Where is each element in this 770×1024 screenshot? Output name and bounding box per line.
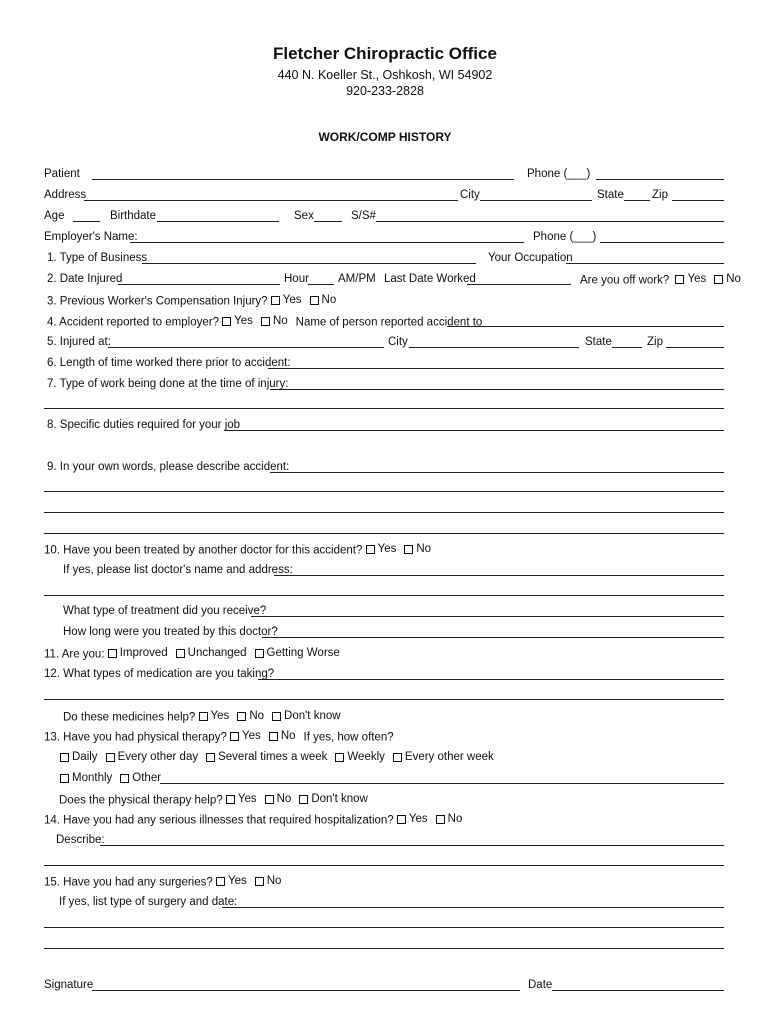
q10a-field[interactable]: [274, 575, 724, 576]
q9-label: 9. In your own words, please describe accident:: [47, 461, 290, 473]
checkbox-icon: [176, 649, 185, 658]
q13-several-week[interactable]: Several times a week: [206, 750, 327, 764]
q13-daily[interactable]: Daily: [60, 750, 98, 764]
q4-no[interactable]: No: [261, 314, 288, 328]
phone-field[interactable]: [596, 179, 724, 180]
q6-field[interactable]: [268, 368, 724, 369]
q11-unchanged[interactable]: Unchanged: [176, 646, 247, 660]
q12a-question: [63, 709, 349, 725]
checkbox-icon: [335, 753, 344, 762]
ssn-label: S/S#: [351, 210, 376, 222]
q7-label: 7. Type of work being done at the time of injury:: [47, 378, 289, 390]
sex-field[interactable]: [314, 221, 342, 222]
q13-no[interactable]: No: [269, 729, 296, 743]
q13a-label: Does the physical therapy help?: [59, 794, 223, 807]
q10c-label: How long were you treated by this doctor?: [63, 626, 278, 638]
q2-label: 2. Date Injured: [47, 273, 123, 285]
q10b-label: What type of treatment did you receive?: [63, 605, 267, 617]
hour-label: Hour: [284, 273, 309, 285]
q9-line2[interactable]: [44, 491, 724, 492]
sex-label: Sex: [294, 210, 314, 222]
checkbox-icon: [261, 317, 270, 326]
q7-field[interactable]: [270, 389, 724, 390]
q5-label: 5. Injured at:: [47, 336, 111, 348]
q15a-field[interactable]: [222, 907, 724, 908]
q6-label: 6. Length of time worked there prior to accident:: [47, 357, 291, 369]
checkbox-icon: [216, 877, 225, 886]
signature-label: Signature: [44, 979, 94, 991]
business-field[interactable]: [142, 263, 476, 264]
q13-yes[interactable]: Yes: [230, 729, 261, 743]
q10-yes[interactable]: Yes: [366, 542, 397, 556]
checkbox-icon: [199, 712, 208, 721]
checkbox-icon: [226, 795, 235, 804]
q11-label: 11. Are you:: [44, 648, 105, 661]
zip-field[interactable]: [672, 200, 724, 201]
checkbox-icon: [222, 317, 231, 326]
reported-to-label: Name of person reported accident to: [295, 316, 483, 329]
q13-often-label: If yes, how often?: [303, 731, 394, 744]
employer-field[interactable]: [130, 242, 524, 243]
office-name: Fletcher Chiropractic Office: [273, 44, 497, 63]
state-label: State: [597, 189, 624, 201]
address-field[interactable]: [84, 200, 458, 201]
q4-yes[interactable]: Yes: [222, 314, 253, 328]
checkbox-icon: [269, 732, 278, 741]
q10a-label: If yes, please list doctor's name and address:: [63, 564, 293, 576]
date-injured-field[interactable]: [118, 284, 280, 285]
occupation-label: Your Occupation: [488, 252, 573, 264]
q15a-line3[interactable]: [44, 948, 724, 949]
age-field[interactable]: [73, 221, 100, 222]
employer-label: Employer's Name:: [44, 231, 138, 243]
checkbox-icon: [299, 795, 308, 804]
q3-question: [47, 293, 344, 309]
q12a-label: Do these medicines help?: [63, 711, 196, 724]
q13-every-other-day[interactable]: Every other day: [106, 750, 199, 764]
city5-field[interactable]: [409, 347, 579, 348]
city-label: City: [460, 189, 480, 201]
q13a-no[interactable]: No: [265, 792, 292, 806]
off-work-label: Are you off work?: [580, 274, 670, 287]
q14-label: 14. Have you had any serious illnesses that required hospitalization?: [44, 814, 394, 827]
zip5-label: Zip: [647, 336, 663, 348]
q12-line2[interactable]: [44, 699, 724, 700]
checkbox-icon: [714, 275, 723, 284]
phone-label: Phone (___): [527, 168, 591, 180]
q12a-yes[interactable]: Yes: [199, 709, 230, 723]
last-worked-label: Last Date Worked: [384, 273, 476, 285]
q15-yes[interactable]: Yes: [216, 874, 247, 888]
last-worked-field[interactable]: [467, 284, 571, 285]
office-phone: 920-233-2828: [346, 84, 424, 98]
q3-yes[interactable]: Yes: [271, 293, 302, 307]
q11-improved[interactable]: Improved: [108, 646, 168, 660]
phone2-label: Phone (___): [533, 231, 597, 243]
office-address: 440 N. Koeller St., Oshkosh, WI 54902: [277, 68, 493, 82]
birthdate-label: Birthdate: [110, 210, 157, 222]
hour-field[interactable]: [308, 284, 334, 285]
state-field[interactable]: [624, 200, 650, 201]
q15-label: 15. Have you had any surgeries?: [44, 876, 213, 889]
date-field[interactable]: [552, 990, 724, 991]
q12a-no[interactable]: No: [237, 709, 264, 723]
q15a-label: If yes, list type of surgery and date:: [59, 896, 238, 908]
q4-label: 4. Accident reported to employer?: [47, 316, 219, 329]
q15-no[interactable]: No: [255, 874, 282, 888]
describe-label: Describe:: [56, 834, 105, 846]
q13-monthly[interactable]: Monthly: [60, 771, 112, 785]
city-field[interactable]: [480, 200, 592, 201]
q8-field[interactable]: [224, 430, 724, 431]
describe-line2[interactable]: [44, 865, 724, 866]
q8-label: 8. Specific duties required for your job: [47, 419, 241, 431]
q14-question: [44, 812, 470, 828]
checkbox-icon: [237, 712, 246, 721]
q9-field[interactable]: [270, 472, 724, 473]
q13a-yes[interactable]: Yes: [226, 792, 257, 806]
checkbox-icon: [397, 815, 406, 824]
occupation-field[interactable]: [566, 263, 724, 264]
q10-no[interactable]: No: [404, 542, 431, 556]
phone2-field[interactable]: [600, 242, 724, 243]
checkbox-icon: [265, 795, 274, 804]
q9-line3[interactable]: [44, 512, 724, 513]
checkbox-icon: [310, 296, 319, 305]
ssn-field[interactable]: [376, 221, 724, 222]
q9-line4[interactable]: [44, 533, 724, 534]
q13-other[interactable]: Other: [120, 771, 161, 785]
describe-field[interactable]: [100, 845, 724, 846]
q1-label: 1. Type of Business: [47, 252, 148, 264]
q12-label: 12. What types of medication are you taking?: [44, 668, 275, 680]
checkbox-icon: [404, 545, 413, 554]
checkbox-icon: [230, 732, 239, 741]
date-label: Date: [528, 979, 553, 991]
off-work-yes[interactable]: Yes: [675, 272, 706, 286]
checkbox-icon: [108, 649, 117, 658]
checkbox-icon: [120, 774, 129, 783]
q12-field[interactable]: [258, 679, 724, 680]
q10-question: [44, 542, 439, 558]
reported-to-field[interactable]: [447, 326, 724, 327]
q4-question: [47, 314, 482, 330]
q7-line2[interactable]: [44, 408, 724, 409]
off-work-question: [580, 272, 741, 288]
patient-label: Patient: [44, 168, 80, 180]
q10a-line2[interactable]: [44, 595, 724, 596]
q15a-line2[interactable]: [44, 927, 724, 928]
q13-weekly[interactable]: Weekly: [335, 750, 385, 764]
state5-label: State: [585, 336, 612, 348]
checkbox-icon: [436, 815, 445, 824]
checkbox-icon: [60, 753, 69, 762]
q13-every-other-week[interactable]: Every other week: [393, 750, 494, 764]
checkbox-icon: [675, 275, 684, 284]
q13a-question: [59, 792, 376, 808]
q11-getting-worse[interactable]: Getting Worse: [255, 646, 340, 660]
q3-no[interactable]: No: [310, 293, 337, 307]
off-work-no[interactable]: No: [714, 272, 741, 286]
q14-no[interactable]: No: [436, 812, 463, 826]
q13-frequency-row2: [60, 771, 169, 787]
q15-question: [44, 874, 289, 890]
zip-label: Zip: [652, 189, 668, 201]
q10b-field[interactable]: [251, 616, 724, 617]
q11-question: [44, 646, 348, 662]
q13-frequency-row1: [60, 750, 502, 766]
checkbox-icon: [393, 753, 402, 762]
q12a-dont-know[interactable]: Don't know: [272, 709, 341, 723]
checkbox-icon: [366, 545, 375, 554]
checkbox-icon: [255, 877, 264, 886]
ampm-label: AM/PM: [338, 273, 376, 285]
q3-label: 3. Previous Worker's Compensation Injury?: [47, 295, 268, 308]
checkbox-icon: [60, 774, 69, 783]
q10-label: 10. Have you been treated by another doctor for this accident?: [44, 544, 363, 557]
birthdate-field[interactable]: [157, 221, 279, 222]
q13-question: [44, 729, 394, 745]
q13-other-field[interactable]: [160, 783, 724, 784]
injured-at-field[interactable]: [108, 347, 384, 348]
q10c-field[interactable]: [262, 637, 724, 638]
checkbox-icon: [271, 296, 280, 305]
q14-yes[interactable]: Yes: [397, 812, 428, 826]
checkbox-icon: [106, 753, 115, 762]
zip5-field[interactable]: [666, 347, 724, 348]
q13a-dont-know[interactable]: Don't know: [299, 792, 368, 806]
checkbox-icon: [206, 753, 215, 762]
checkbox-icon: [255, 649, 264, 658]
address-label: Address: [44, 189, 87, 201]
checkbox-icon: [272, 712, 281, 721]
age-label: Age: [44, 210, 65, 222]
city5-label: City: [388, 336, 408, 348]
form-title: WORK/COMP HISTORY: [318, 130, 452, 144]
signature-field[interactable]: [92, 990, 520, 991]
patient-field[interactable]: [92, 179, 514, 180]
state5-field[interactable]: [612, 347, 642, 348]
q13-label: 13. Have you had physical therapy?: [44, 731, 227, 744]
